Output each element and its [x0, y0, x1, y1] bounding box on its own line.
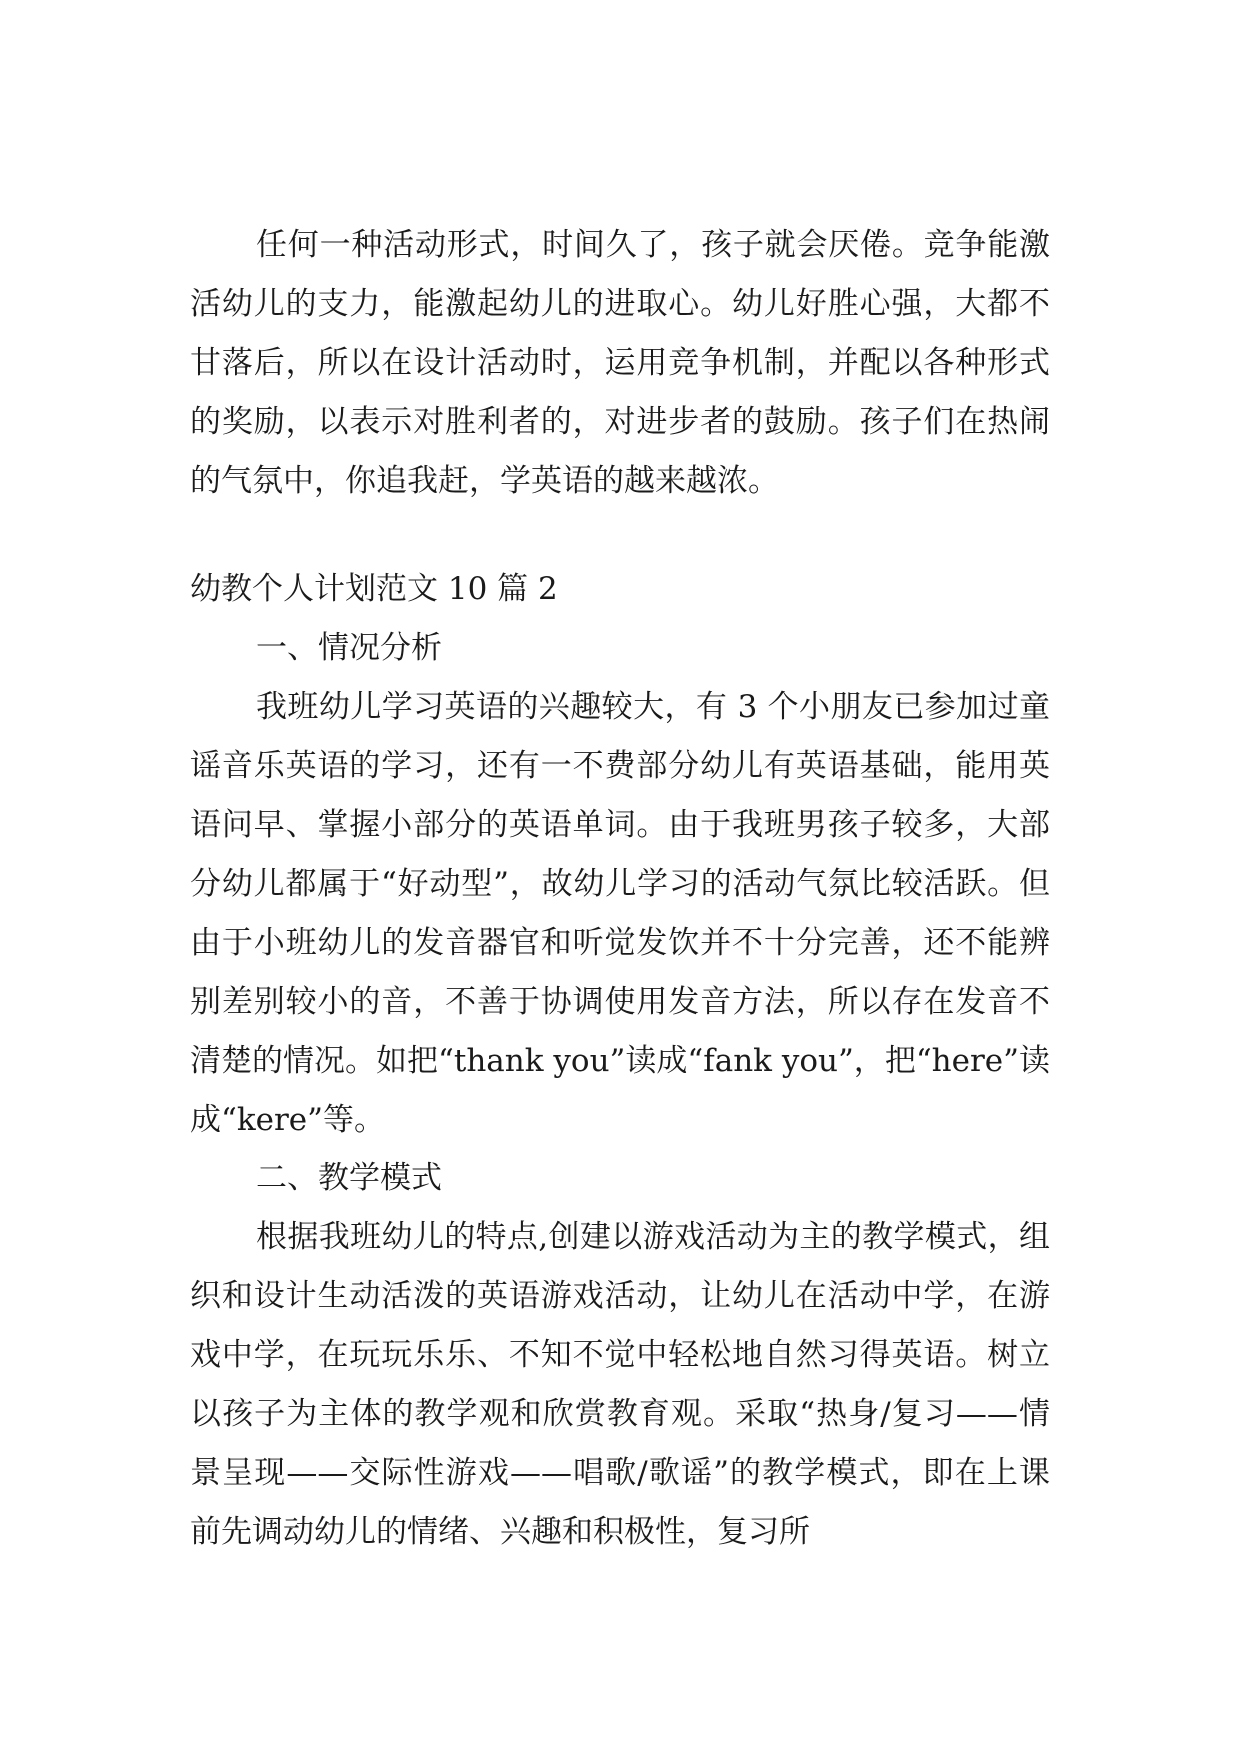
section-heading-situation-analysis: 一、情况分析	[256, 630, 442, 666]
paragraph-situation-analysis: 我班幼儿学习英语的兴趣较大，有 3 个小朋友已参加过童谣音乐英语的学习，还有一不费部分幼儿有英语基础，能用英语问早、掌握小部分的英语单词。由于我班男孩子较多，大部分幼儿都属于“好动型”，故幼儿学习的活动气氛比较活跃。但由于小班幼儿的发音器官和听觉发饮并不十分完善，还不能辨别差别较小的音，不善于协调使用发音方法，所以存在发音不清楚的情况。如把“thank you”读成“fank you”，把“here”读成“kere”等。	[190, 689, 1050, 1138]
document-title: 幼教个人计划范文 10 篇 2	[190, 571, 558, 607]
paragraph-teaching-mode: 根据我班幼儿的特点,创建以游戏活动为主的教学模式，组织和设计生动活泼的英语游戏活动，让幼儿在活动中学，在游戏中学，在玩玩乐乐、不知不觉中轻松地自然习得英语。树立以孩子为主体的教学观和欣赏教育观。采取“热身/复习——情景呈现——交际性游戏——唱歌/歌谣”的教学模式，即在上课前先调动幼儿的情绪、兴趣和积极性，复习所	[190, 1219, 1050, 1550]
section-heading-teaching-mode: 二、教学模式	[256, 1160, 442, 1196]
paragraph-competition: 任何一种活动形式，时间久了，孩子就会厌倦。竞争能激活幼儿的支力，能激起幼儿的进取心。幼儿好胜心强，大都不甘落后，所以在设计活动时，运用竞争机制，并配以各种形式的奖励，以表示对胜利者的，对进步者的鼓励。孩子们在热闹的气氛中，你追我赶，学英语的越来越浓。	[190, 227, 1050, 499]
